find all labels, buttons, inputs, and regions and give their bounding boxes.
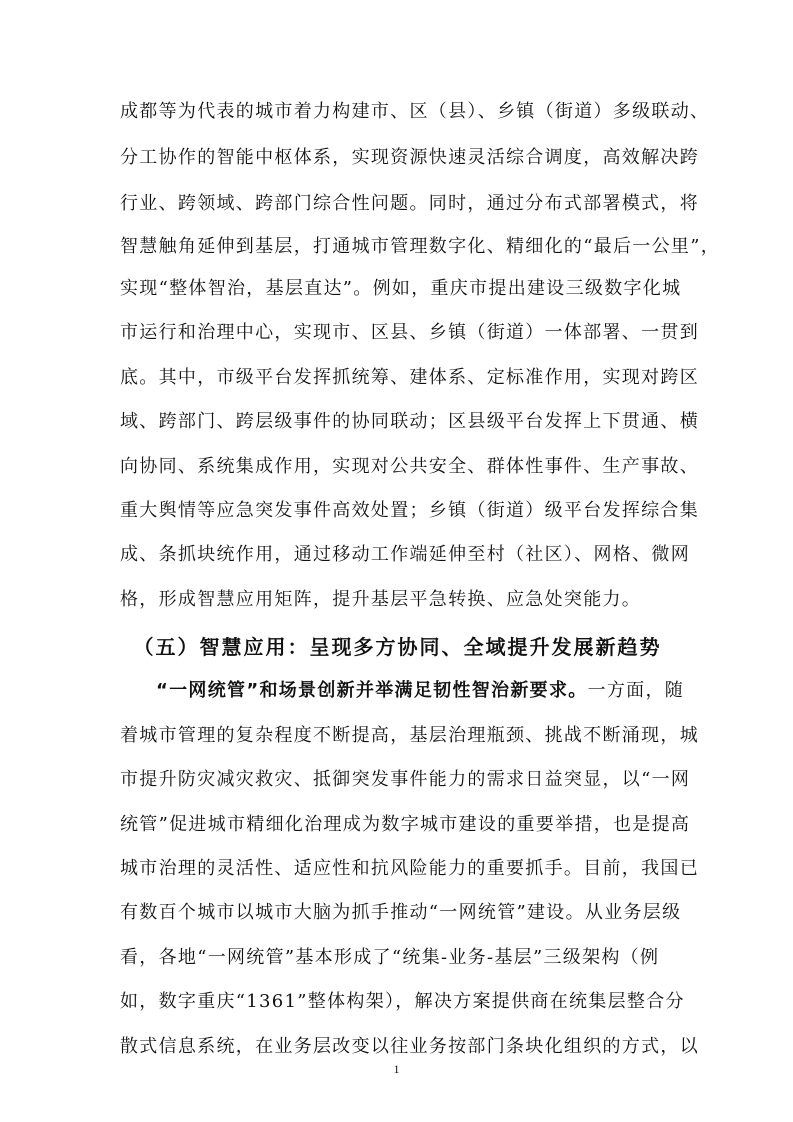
paragraph-line: 成都等为代表的城市着力构建市、区（县）、乡镇（街道）多级联动、 <box>120 101 710 122</box>
paragraph-line: 域、跨部门、跨层级事件的协同联动；区县级平台发挥上下贯通、横 <box>120 411 699 432</box>
paragraph-line: 重大舆情等应急突发事件高效处置；乡镇（街道）级平台发挥综合集 <box>120 500 699 521</box>
section-heading: （五）智慧应用：呈现多方协同、全域提升发展新趋势 <box>133 635 662 659</box>
page-number: 1 <box>393 1062 400 1076</box>
paragraph-line: 分工协作的智能中枢体系，实现资源快速灵活综合调度，高效解决跨 <box>120 147 699 168</box>
paragraph-line: 成、条抓块统作用，通过移动工作端延伸至村（社区）、网格、微网 <box>120 544 690 565</box>
paragraph-line: 向协同、系统集成作用，实现对公共安全、群体性事件、生产事故、 <box>120 456 699 477</box>
paragraph-line: 实现“整体智治，基层直达”。例如，重庆市提出建设三级数字化城 <box>120 278 682 299</box>
paragraph-first-line <box>120 678 685 704</box>
paragraph-line: 着城市管理的复杂程度不断提高，基层治理瓶颈、挑战不断涌现，城 <box>120 725 699 746</box>
paragraph-line: 有数百个城市以城市大脑为抓手推动“一网统管”建设。从业务层级 <box>120 902 682 923</box>
paragraph-line: 散式信息系统，在业务层改变以往业务按部门条块化组织的方式，以 <box>120 1036 699 1057</box>
paragraph-line: 看，各地“一网统管”基本形成了“统集-业务-基层”三级架构（例 <box>120 947 660 968</box>
paragraph-line: 智慧触角延伸到基层，打通城市管理数字化、精细化的“最后一公里”， <box>120 236 721 257</box>
paragraph-line: 市提升防灾减灾救灾、抵御突发事件能力的需求日益突显，以“一网 <box>120 769 691 790</box>
paragraph-line: 行业、跨领域、跨部门综合性问题。同时，通过分布式部署模式，将 <box>120 193 699 214</box>
paragraph-lead-rest: 一方面，随 <box>587 680 685 701</box>
paragraph-lead-bold: “一网统管”和场景创新并举满足韧性智治新要求。 <box>156 680 588 701</box>
paragraph-line: 市运行和治理中心，实现市、区县、乡镇（街道）一体部署、一贯到 <box>120 322 699 343</box>
paragraph-line: 格，形成智慧应用矩阵，提升基层平急转换、应急处突能力。 <box>120 589 642 610</box>
paragraph-line: 统管”促进城市精细化治理成为数字城市建设的重要举措，也是提高 <box>120 814 691 835</box>
paragraph-line: 如，数字重庆“1361”整体构架），解决方案提供商在统集层整合分 <box>120 991 685 1012</box>
paragraph-line: 底。其中，市级平台发挥抓统筹、建体系、定标准作用，实现对跨区 <box>120 367 699 388</box>
paragraph-line: 城市治理的灵活性、适应性和抗风险能力的重要抓手。目前，我国已 <box>120 858 699 879</box>
